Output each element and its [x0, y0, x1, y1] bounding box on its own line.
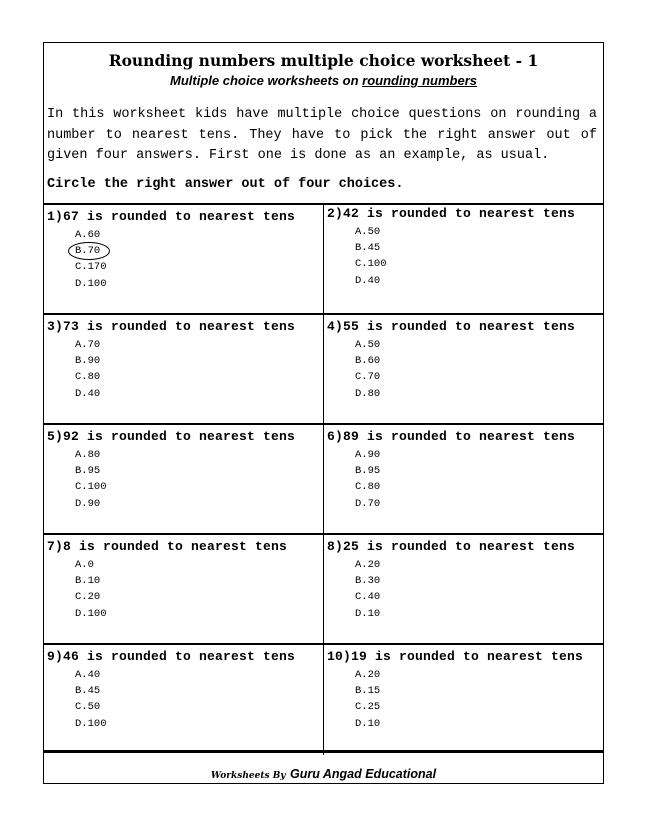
question-text: [47, 539, 287, 554]
option-b[interactable]: B.95: [355, 465, 381, 478]
question-prompt: 89 is rounded to nearest tens: [343, 429, 576, 444]
question-cell: [324, 315, 604, 425]
question-cell: [324, 425, 604, 535]
option-a[interactable]: A.70: [75, 339, 101, 351]
option-c[interactable]: C.100: [75, 481, 107, 494]
option-d[interactable]: D.40: [75, 387, 101, 400]
option-a[interactable]: A.90: [355, 449, 381, 461]
question-grid: [44, 203, 604, 753]
option-c[interactable]: C.25: [355, 701, 381, 714]
option-d[interactable]: D.80: [355, 387, 381, 400]
question-cell: [44, 205, 324, 315]
question-number: 7): [47, 539, 64, 554]
question-number: 2): [327, 206, 344, 221]
option-a[interactable]: A.60: [75, 229, 101, 241]
question-prompt: 25 is rounded to nearest tens: [343, 539, 576, 554]
option-b[interactable]: B.90: [75, 355, 101, 368]
question-number: 5): [47, 429, 64, 444]
question-number: 4): [327, 319, 344, 334]
question-text: [327, 429, 575, 444]
option-c[interactable]: C.20: [75, 591, 101, 604]
option-a[interactable]: A.50: [355, 339, 381, 351]
option-list: [355, 557, 380, 622]
option-d[interactable]: D.100: [75, 717, 107, 730]
worksheet: [43, 42, 604, 784]
question-text: [327, 539, 575, 554]
option-list: [355, 667, 380, 732]
option-a[interactable]: A.20: [355, 669, 381, 681]
subtitle-link[interactable]: rounding numbers: [362, 73, 477, 88]
option-d[interactable]: D.90: [75, 497, 101, 510]
intro-paragraph: In this worksheet kids have multiple choice questions on rounding a number to nearest tens. They have to pick the right answer out of given four answers. First one is done as an example, as usual.: [47, 107, 597, 163]
question-cell: [44, 425, 324, 535]
option-list: [75, 667, 107, 732]
option-list: [75, 337, 100, 402]
option-b[interactable]: B.60: [355, 355, 381, 368]
option-list: [75, 447, 107, 512]
option-a[interactable]: A.0: [75, 559, 94, 571]
option-list: [75, 557, 107, 622]
option-b[interactable]: B.30: [355, 575, 381, 588]
option-list: [355, 447, 380, 512]
option-c[interactable]: C.80: [355, 481, 381, 494]
question-text: [327, 206, 575, 221]
option-c[interactable]: C.80: [75, 371, 101, 384]
option-b-circled[interactable]: B.70: [75, 243, 107, 259]
option-c[interactable]: C.100: [355, 258, 387, 271]
question-text: [47, 209, 295, 224]
option-a[interactable]: A.20: [355, 559, 381, 571]
subtitle-prefix: Multiple choice worksheets on: [170, 73, 363, 88]
question-text: [47, 429, 295, 444]
footer-by: Worksheets By: [210, 771, 286, 781]
option-a[interactable]: A.50: [355, 226, 381, 238]
worksheet-title: Rounding numbers multiple choice worksheet - 1: [108, 51, 539, 70]
question-cell: [324, 645, 604, 755]
option-a[interactable]: A.40: [75, 669, 101, 681]
instruction: Circle the right answer out of four choices.: [47, 177, 404, 192]
question-number: 10): [327, 649, 352, 664]
question-number: 3): [47, 319, 64, 334]
option-c[interactable]: C.50: [75, 701, 101, 714]
option-c[interactable]: C.170: [75, 261, 107, 274]
question-prompt: 73 is rounded to nearest tens: [63, 319, 296, 334]
option-b[interactable]: B.15: [355, 685, 381, 698]
question-prompt: 46 is rounded to nearest tens: [63, 649, 296, 664]
option-d[interactable]: D.10: [355, 607, 381, 620]
question-text: [47, 319, 295, 334]
question-number: 9): [47, 649, 64, 664]
option-c[interactable]: C.70: [355, 371, 381, 384]
question-text: [327, 649, 583, 664]
question-prompt: 19 is rounded to nearest tens: [351, 649, 584, 664]
option-b[interactable]: B.45: [75, 685, 101, 698]
question-prompt: 8 is rounded to nearest tens: [63, 539, 288, 554]
question-cell: [44, 535, 324, 645]
question-prompt: 42 is rounded to nearest tens: [343, 206, 576, 221]
option-d[interactable]: D.70: [355, 497, 381, 510]
option-c[interactable]: C.40: [355, 591, 381, 604]
question-number: 1): [47, 209, 64, 224]
question-text: [327, 319, 575, 334]
footer-org: Guru Angad Educational: [290, 767, 437, 781]
option-list: [75, 227, 107, 292]
option-b[interactable]: B.95: [75, 465, 101, 478]
question-number: 8): [327, 539, 344, 554]
option-b[interactable]: B.45: [355, 242, 381, 255]
question-number: 6): [327, 429, 344, 444]
question-prompt: 55 is rounded to nearest tens: [343, 319, 576, 334]
question-text: [47, 649, 295, 664]
option-list: [355, 224, 387, 289]
footer: [44, 765, 603, 783]
question-cell: [324, 535, 604, 645]
question-cell: [44, 315, 324, 425]
option-list: [355, 337, 380, 402]
question-cell: [44, 645, 324, 755]
question-prompt: 92 is rounded to nearest tens: [63, 429, 296, 444]
worksheet-subtitle: [44, 73, 603, 88]
question-prompt: 67 is rounded to nearest tens: [63, 209, 296, 224]
question-cell: [324, 205, 604, 315]
option-a[interactable]: A.80: [75, 449, 101, 461]
option-d[interactable]: D.100: [75, 607, 107, 620]
option-d[interactable]: D.40: [355, 274, 381, 287]
option-b[interactable]: B.10: [75, 575, 101, 588]
option-d[interactable]: D.100: [75, 277, 107, 290]
option-d[interactable]: D.10: [355, 717, 381, 730]
